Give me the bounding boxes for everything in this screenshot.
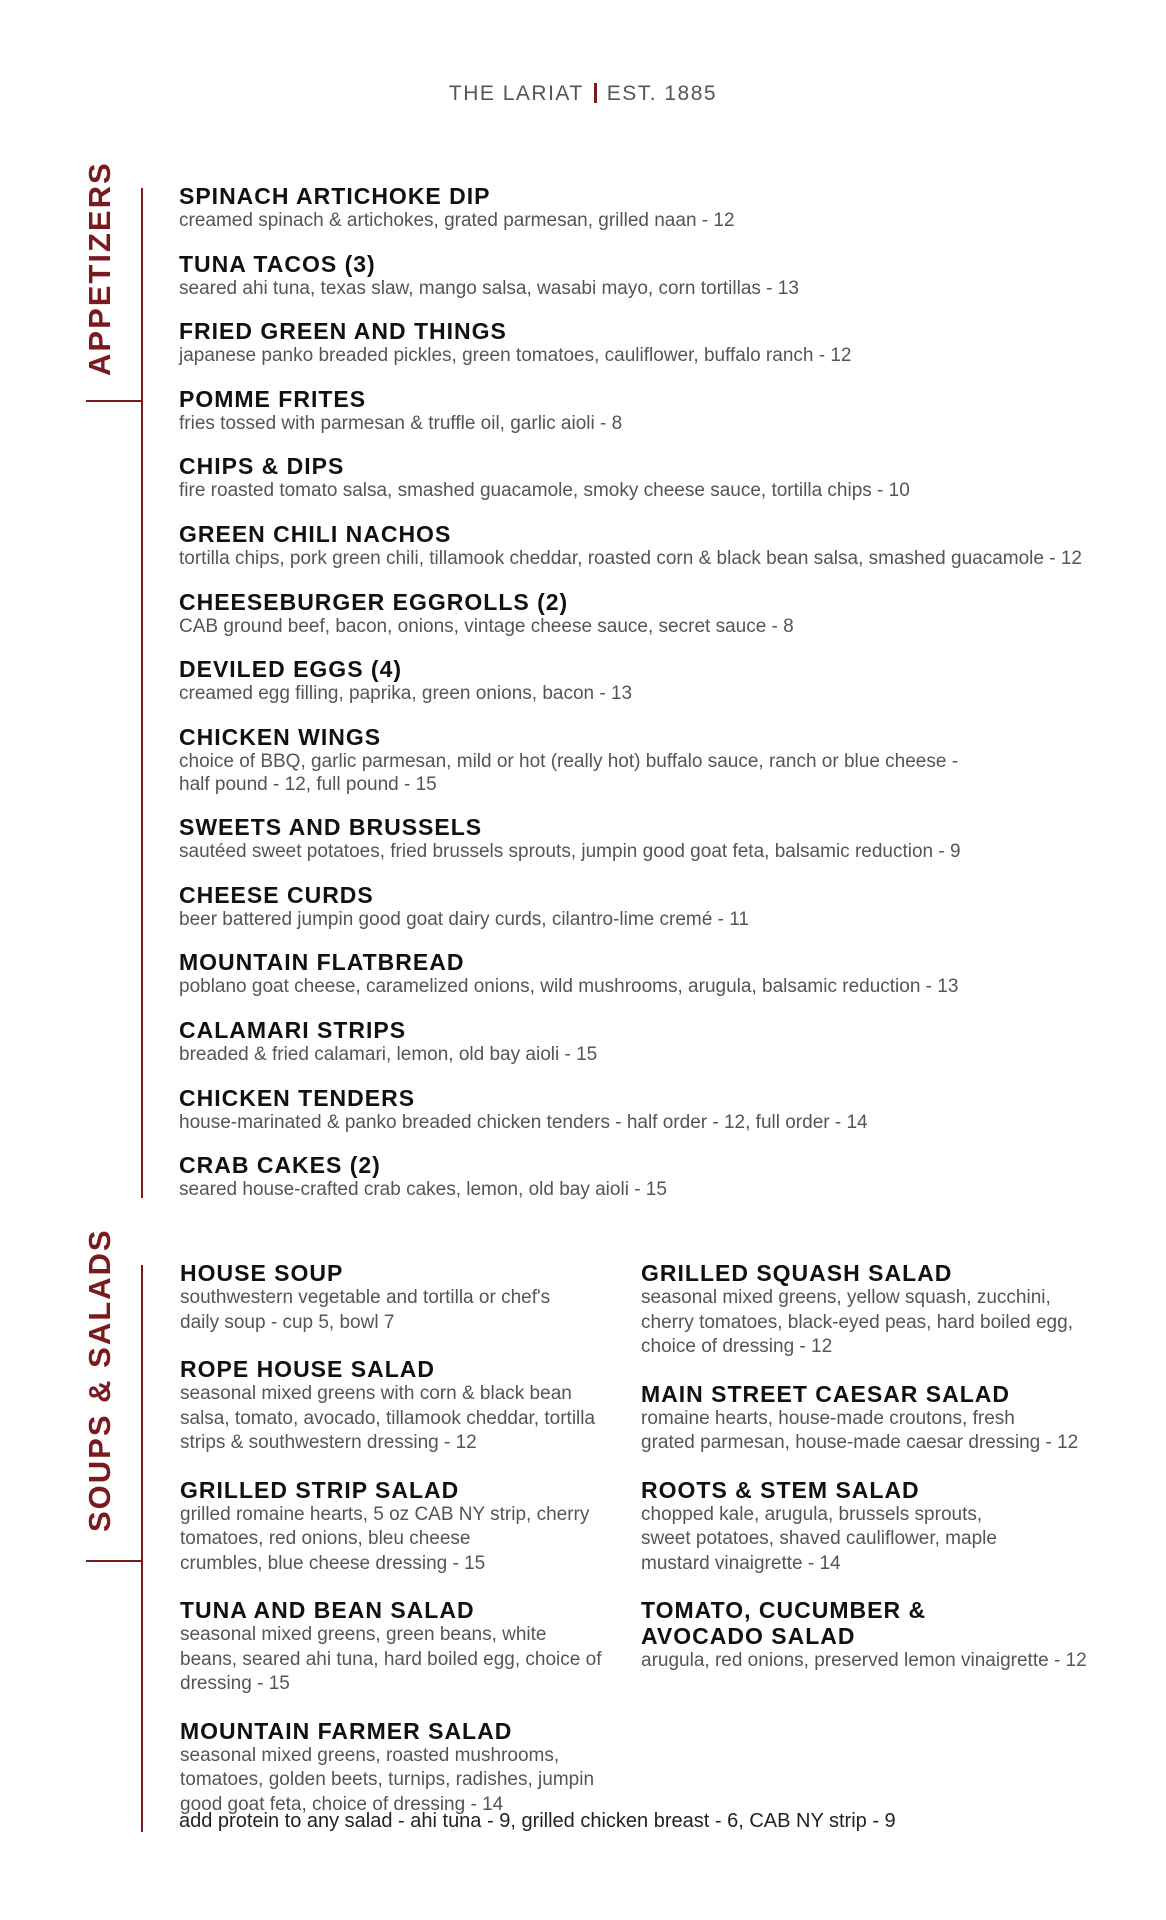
item-description: choice of BBQ, garlic parmesan, mild or hot (really hot) buffalo sauce, ranch or blue cheese - (179, 750, 959, 772)
menu-item (641, 1597, 1091, 1674)
item-description: poblano goat cheese, caramelized onions, wild mushrooms, arugula, balsamic reduction - 13 (179, 976, 959, 998)
item-title: POMME FRITES (179, 385, 367, 412)
item-description: creamed spinach & artichokes, grated parmesan, grilled naan - 12 (179, 210, 735, 231)
item-description: creamed egg filling, paprika, green onions, bacon - 13 (179, 683, 633, 705)
item-title: HOUSE SOUP (180, 1260, 344, 1286)
established-year: EST. 1885 (606, 82, 718, 105)
item-title: FRIED GREEN AND THINGS (179, 318, 507, 345)
item-description: crumbles, blue cheese dressing - 15 (180, 1552, 486, 1574)
item-title: CHICKEN TENDERS (179, 1084, 416, 1111)
menu-item (179, 949, 1109, 1017)
item-description: grated parmesan, house-made caesar dressing - 12 (641, 1432, 1079, 1453)
protein-addon-note: add protein to any salad - ahi tuna - 9, grilled chicken breast - 6, CAB NY strip - 9 (179, 1810, 896, 1832)
item-description: chopped kale, arugula, brussels sprouts, (641, 1503, 983, 1525)
item-description: tortilla chips, pork green chili, tillamook cheddar, roasted corn & black bean salsa, smashed guacamole - 12 (179, 547, 1082, 569)
appetizers-list (179, 183, 1109, 1220)
item-description: cherry tomatoes, black-eyed peas, hard boiled egg, (641, 1311, 1073, 1333)
salads-right-column (641, 1260, 1091, 1695)
item-description: sweet potatoes, shaved cauliflower, maple (641, 1528, 997, 1549)
item-title: CHICKEN WINGS (179, 723, 382, 750)
item-title: CRAB CAKES (2) (179, 1152, 381, 1179)
item-description: seasonal mixed greens with corn & black bean (180, 1383, 572, 1404)
menu-item (179, 453, 1109, 521)
soups-salads-vertical-line (141, 1265, 143, 1832)
item-description: good goat feta, choice of dressing - 14 (180, 1793, 504, 1815)
item-description: grilled romaine hearts, 5 oz CAB NY strip, cherry (180, 1503, 590, 1525)
item-description: strips & southwestern dressing - 12 (180, 1432, 477, 1453)
item-description: mustard vinaigrette - 14 (641, 1552, 841, 1574)
item-title: CHIPS & DIPS (179, 453, 345, 480)
item-description: fire roasted tomato salsa, smashed guacamole, smoky cheese sauce, tortilla chips - 10 (179, 480, 910, 502)
item-description-line-2: half pound - 12, full pound - 15 (179, 773, 437, 795)
item-description: tomatoes, golden beets, turnips, radishes, jumpin (180, 1769, 595, 1790)
item-description: house-marinated & panko breaded chicken tenders - half order - 12, full order - 14 (179, 1111, 868, 1133)
item-title: SWEETS AND BRUSSELS (179, 814, 483, 841)
menu-item (179, 724, 1109, 815)
menu-item (179, 1085, 1109, 1153)
appetizers-section-rule (86, 400, 142, 402)
appetizers-section-label: APPETIZERS (82, 161, 117, 376)
item-title: CALAMARI STRIPS (179, 1017, 407, 1044)
menu-item (179, 386, 1109, 454)
item-description: beer battered jumpin good goat dairy curds, cilantro-lime cremé - 11 (179, 908, 749, 930)
item-description: japanese panko breaded pickles, green tomatoes, cauliflower, buffalo ranch - 12 (179, 345, 852, 367)
item-description: seared house-crafted crab cakes, lemon, old bay aioli - 15 (179, 1179, 667, 1201)
item-description: choice of dressing - 12 (641, 1336, 833, 1357)
item-description: arugula, red onions, preserved lemon vinaigrette - 12 (641, 1650, 1087, 1671)
salads-left-column (180, 1260, 610, 1838)
header-divider (594, 83, 597, 103)
item-description: sautéed sweet potatoes, fried brussels sprouts, jumpin good goat feta, balsamic reduction - 9 (179, 841, 961, 863)
item-description: seasonal mixed greens, yellow squash, zucchini, (641, 1287, 1051, 1308)
menu-item (179, 589, 1109, 657)
item-title: CHEESEBURGER EGGROLLS (2) (179, 588, 569, 615)
item-description: romaine hearts, house-made croutons, fresh (641, 1407, 1015, 1429)
item-description: CAB ground beef, bacon, onions, vintage cheese sauce, secret sauce - 8 (179, 615, 794, 637)
menu-item (179, 318, 1109, 386)
item-title: GRILLED SQUASH SALAD (641, 1260, 953, 1286)
item-description: daily soup - cup 5, bowl 7 (180, 1311, 395, 1333)
appetizers-vertical-line (141, 188, 143, 1198)
menu-item (180, 1356, 610, 1456)
item-title: ROOTS & STEM SALAD (641, 1476, 920, 1503)
item-description: seared ahi tuna, texas slaw, mango salsa, wasabi mayo, corn tortillas - 13 (179, 277, 799, 299)
menu-item (179, 1017, 1109, 1085)
soups-salads-section-rule (86, 1560, 142, 1562)
item-description: seasonal mixed greens, roasted mushrooms, (180, 1744, 560, 1766)
item-description: salsa, tomato, avocado, tillamook cheddar, tortilla (180, 1407, 596, 1429)
menu-item (641, 1477, 1091, 1577)
menu-item (641, 1381, 1091, 1456)
item-title: TUNA AND BEAN SALAD (180, 1597, 475, 1623)
menu-item (179, 521, 1109, 589)
item-description: southwestern vegetable and tortilla or chef's (180, 1287, 551, 1308)
menu-item (641, 1260, 1091, 1360)
item-title: GREEN CHILI NACHOS (179, 520, 452, 547)
item-title-line-2: AVOCADO SALAD (641, 1623, 856, 1649)
item-description: breaded & fried calamari, lemon, old bay aioli - 15 (179, 1044, 598, 1066)
item-title: SPINACH ARTICHOKE DIP (179, 183, 491, 209)
item-title: GRILLED STRIP SALAD (180, 1476, 460, 1503)
item-description: beans, seared ahi tuna, hard boiled egg, choice of (180, 1648, 602, 1670)
item-title: CHEESE CURDS (179, 881, 374, 908)
menu-item (180, 1718, 610, 1818)
item-description: fries tossed with parmesan & truffle oil, garlic aioli - 8 (179, 412, 623, 434)
menu-item (179, 814, 1109, 882)
item-title: MOUNTAIN FLATBREAD (179, 949, 465, 976)
item-description: dressing - 15 (180, 1673, 290, 1694)
menu-header (0, 82, 1166, 106)
item-title: MAIN STREET CAESAR SALAD (641, 1380, 1011, 1407)
menu-item (179, 882, 1109, 950)
menu-item (179, 656, 1109, 724)
menu-item (179, 183, 1109, 251)
item-description: tomatoes, red onions, bleu cheese (180, 1528, 471, 1549)
item-title: TUNA TACOS (3) (179, 250, 376, 277)
item-description: seasonal mixed greens, green beans, white (180, 1624, 547, 1645)
item-title: TOMATO, CUCUMBER & (641, 1597, 927, 1623)
menu-item (180, 1260, 610, 1335)
menu-item (180, 1597, 610, 1697)
item-title: MOUNTAIN FARMER SALAD (180, 1717, 513, 1744)
restaurant-name: THE LARIAT (448, 82, 584, 105)
menu-item (180, 1477, 610, 1577)
menu-item (179, 1152, 1109, 1220)
item-title: DEVILED EGGS (4) (179, 656, 403, 683)
menu-item (179, 251, 1109, 319)
item-title: ROPE HOUSE SALAD (180, 1356, 435, 1382)
soups-salads-section-label: SOUPS & SALADS (82, 1228, 117, 1532)
